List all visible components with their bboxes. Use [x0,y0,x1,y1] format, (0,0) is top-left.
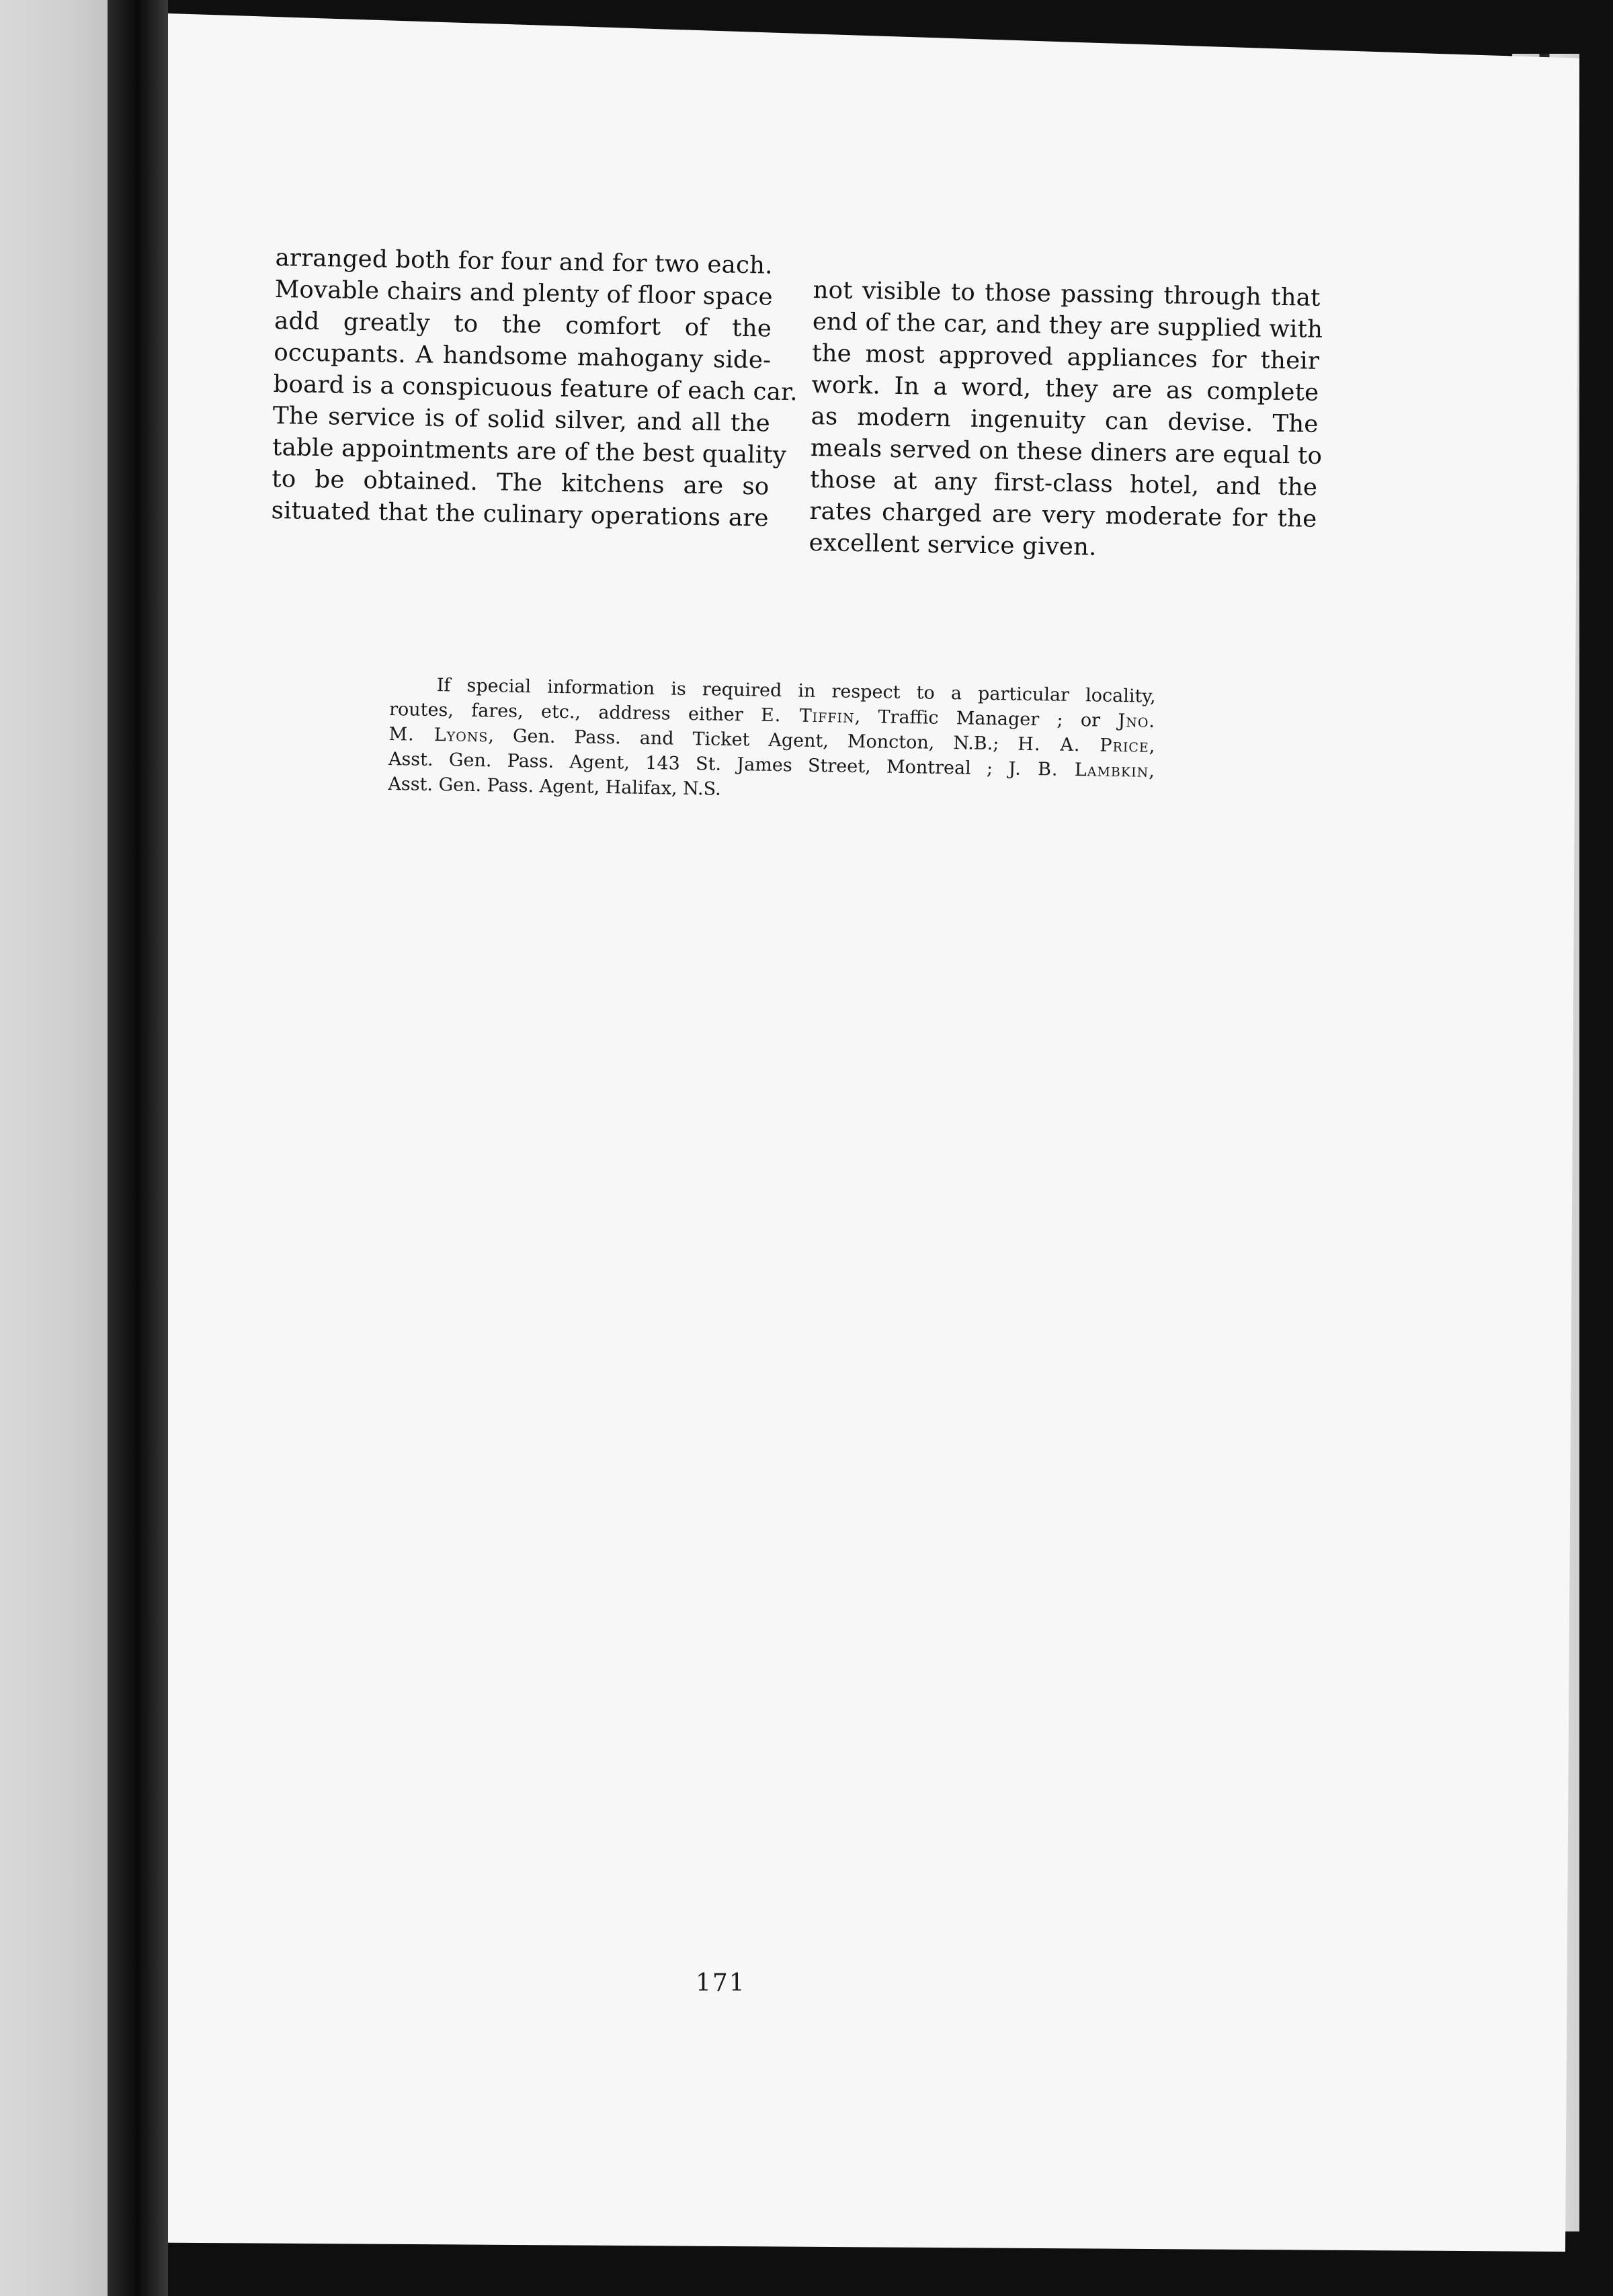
page-number: 171 [696,1969,746,1997]
left-text-column [271,242,798,534]
right-text-column [809,274,1321,567]
note-line: If special information is required in respect to a particular locality, [436,675,1156,707]
text-line: occupants. A handsome mahogany side- [274,338,772,374]
text-line: board is a conspicuous feature of each car. [273,370,798,407]
note-text: routes, fares, etc., address either [388,698,761,726]
text-line: table appointments are of the best quality [272,433,787,469]
text-line: arranged both for four and for two each. [275,243,773,280]
text-line: those at any first-class hotel, and the [809,465,1318,501]
book-spine [108,0,168,2296]
text-line: the most approved appliances for their [811,339,1320,375]
text-line: situated that the culinary operations are [271,496,769,532]
text-line: meals served on these diners are equal to [810,434,1323,470]
note-text: , [1149,735,1155,757]
contact-name: H. A. Price [1018,733,1150,757]
note-line: Asst. Gen. Pass. Agent, Halifax, N.S. [388,773,721,800]
text-line: Movable chairs and plenty of floor space [274,275,774,311]
text-line: work. In a word, they are as complete [811,370,1319,407]
left-page-edge [0,0,121,2296]
text-line: as modern ingenuity can devise. The [811,402,1319,438]
text-line: not visible to those passing through that [813,276,1321,312]
contact-name: M. Lyons [388,723,489,747]
text-line: to be obtained. The kitchens are so [272,464,770,501]
text-line: end of the car, and they are supplied with [812,307,1323,343]
text-line: add greatly to the comfort of the [274,306,772,343]
contact-name: J. B. Lambkin [1008,758,1149,782]
note-text: , [1148,760,1155,782]
text-line: excellent service given. [809,528,1097,561]
text-line: rates charged are very moderate for the [809,497,1317,533]
note-text: , Gen. Pass. and Ticket Agent, Moncton, N.B.; [488,725,1018,755]
contact-name: Jno. [1118,710,1156,732]
note-text: , Traffic Manager ; or [854,706,1118,732]
contact-note [388,672,1156,809]
contact-name: E. Tiffin [760,704,855,727]
text-line: The service is of solid silver, and all the [272,401,771,438]
note-text: Asst. Gen. Pass. Agent, 143 St. James Street, Montreal ; [388,748,1009,780]
